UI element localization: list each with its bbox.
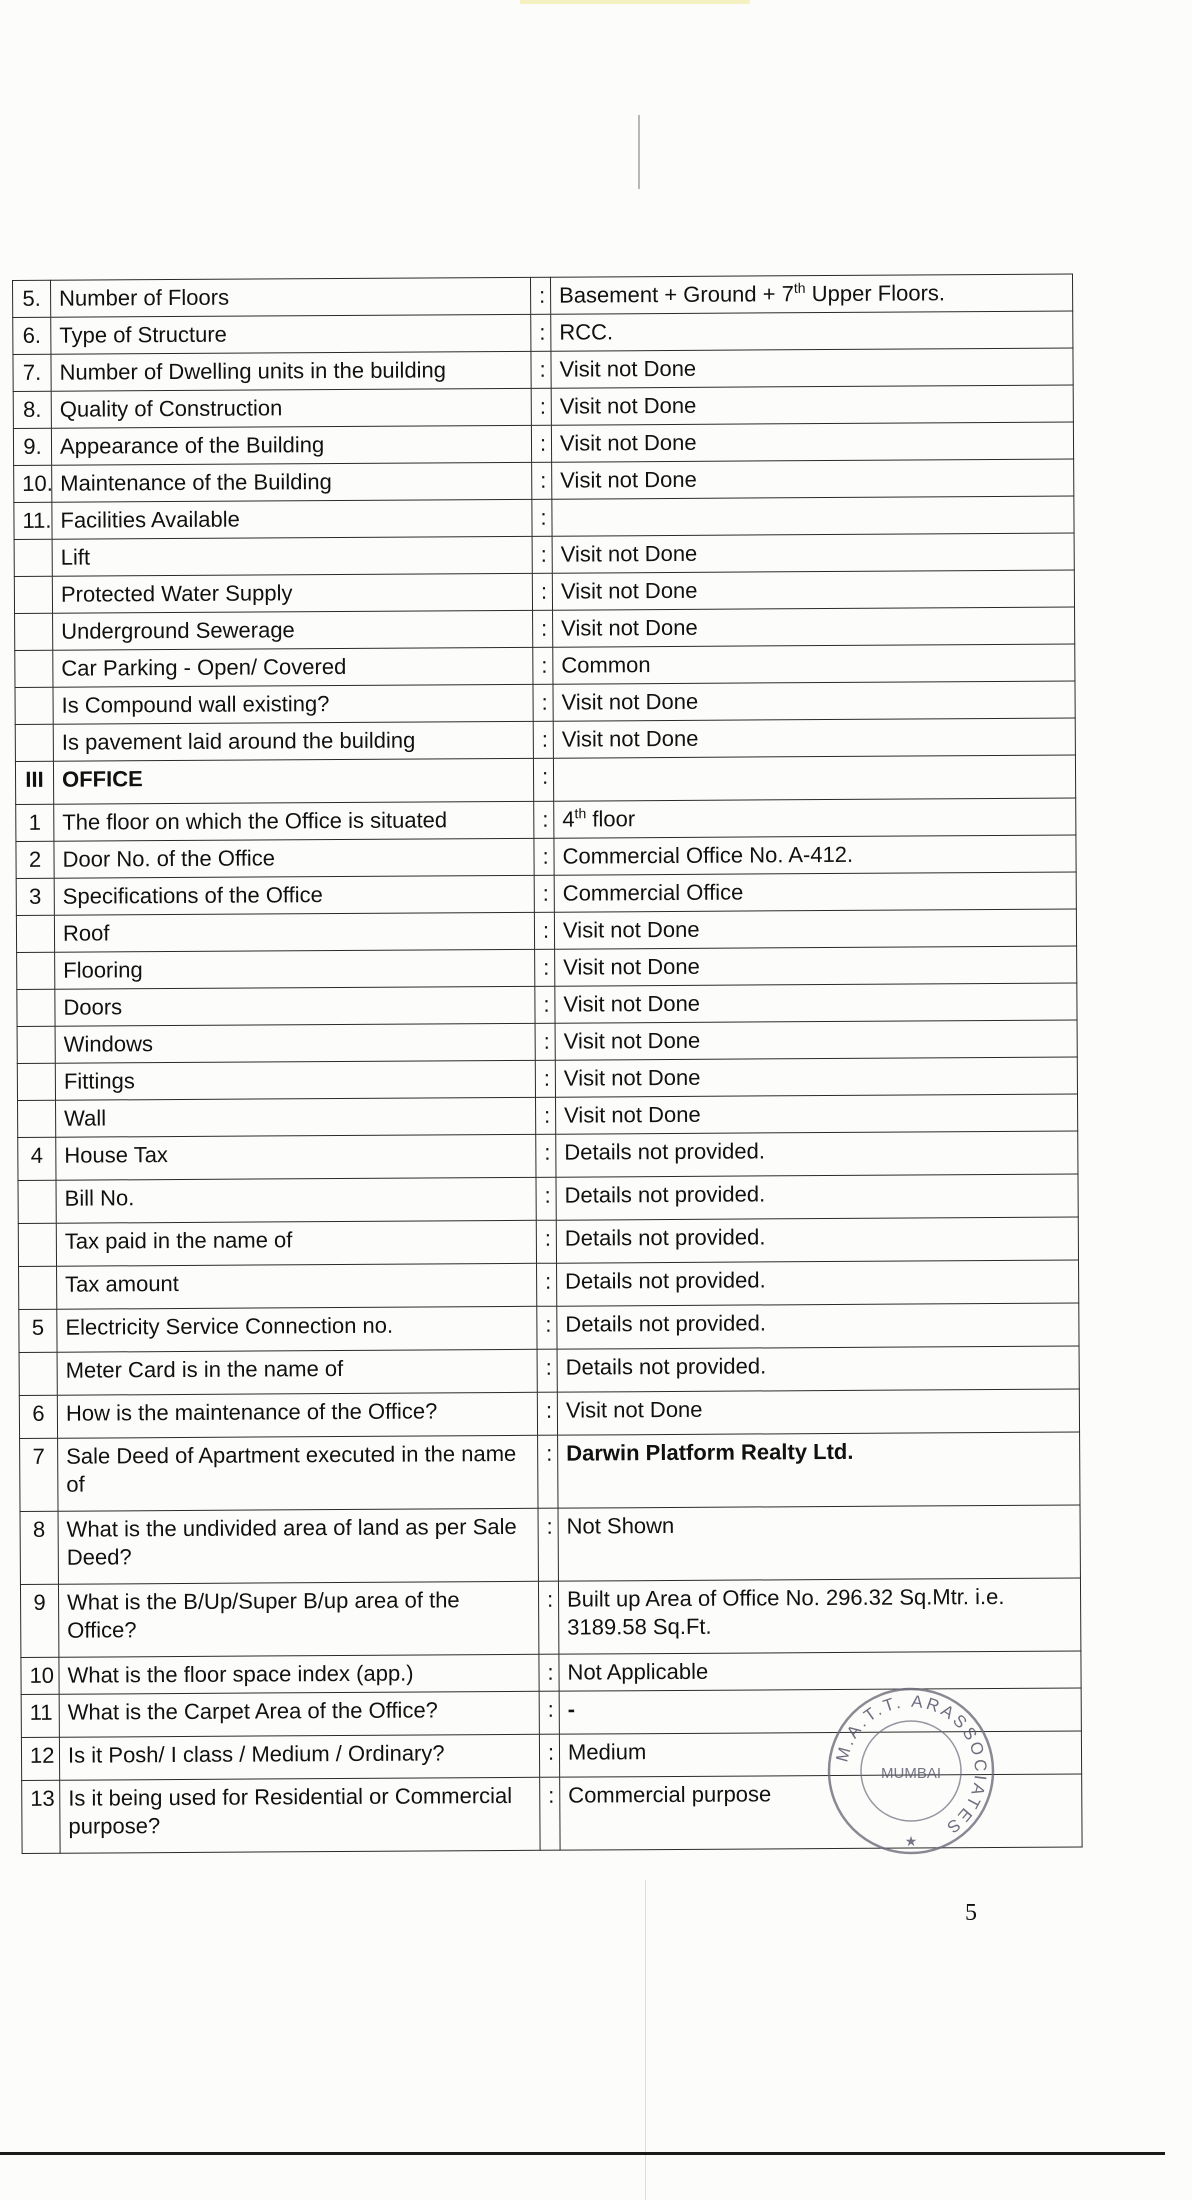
row-colon: : xyxy=(537,1392,557,1435)
row-number: 9 xyxy=(20,1584,58,1657)
row-value: Built up Area of Office No. 296.32 Sq.Mtr. i.e. 3189.58 Sq.Ft. xyxy=(558,1578,1080,1654)
row-value: Visit not Done xyxy=(555,946,1077,986)
row-label: Flooring xyxy=(55,949,535,989)
row-label: Wall xyxy=(56,1097,536,1137)
row-value: Common xyxy=(553,644,1075,684)
row-label: Fittings xyxy=(55,1060,535,1100)
row-number: 7 xyxy=(20,1438,58,1511)
row-colon: : xyxy=(539,1654,559,1691)
row-number xyxy=(16,915,54,952)
row-label: Bill No. xyxy=(56,1177,536,1223)
section-header-row xyxy=(15,755,1075,804)
row-number xyxy=(17,952,55,989)
row-value: Visit not Done xyxy=(552,459,1074,499)
table-row xyxy=(15,718,1075,761)
row-label: Is Compound wall existing? xyxy=(53,684,533,724)
row-number: 8. xyxy=(13,391,51,428)
row-colon: : xyxy=(531,425,551,462)
company-seal-stamp xyxy=(826,1686,996,1856)
row-colon: : xyxy=(533,721,553,758)
table-row xyxy=(16,872,1076,915)
row-value: Basement + Ground + 7th Upper Floors. xyxy=(550,274,1072,314)
table-row xyxy=(14,533,1074,576)
row-label: Meter Card is in the name of xyxy=(57,1349,537,1395)
table-row xyxy=(18,1094,1078,1137)
table-row xyxy=(16,835,1076,878)
row-number: 4 xyxy=(18,1137,56,1180)
row-value: Commercial purpose xyxy=(560,1774,1082,1850)
row-label: Windows xyxy=(55,1023,535,1063)
table-row xyxy=(17,946,1077,989)
row-value: Not Shown xyxy=(558,1505,1080,1581)
row-colon: : xyxy=(530,277,550,314)
table-row xyxy=(18,1131,1078,1180)
row-value: Visit not Done xyxy=(553,681,1075,721)
row-value: Visit not Done xyxy=(556,1094,1078,1134)
row-label: Lift xyxy=(52,536,532,576)
row-label: Number of Dwelling units in the building xyxy=(51,351,531,391)
table-row xyxy=(19,1346,1079,1395)
row-number: 13 xyxy=(22,1780,60,1853)
table-row xyxy=(19,1389,1079,1438)
row-value: Visit not Done xyxy=(552,533,1074,573)
table-row xyxy=(17,1057,1077,1100)
row-label: Is it Posh/ I class / Medium / Ordinary? xyxy=(59,1734,539,1780)
row-colon: : xyxy=(531,351,551,388)
row-colon: : xyxy=(534,912,554,949)
row-value: - xyxy=(559,1688,1081,1734)
row-colon: : xyxy=(533,684,553,721)
row-number: 6 xyxy=(19,1395,57,1438)
row-label: Doors xyxy=(55,986,535,1026)
row-label: Roof xyxy=(54,912,534,952)
row-value: Visit not Done xyxy=(552,570,1074,610)
table-row xyxy=(20,1578,1080,1657)
row-value: Visit not Done xyxy=(555,1057,1077,1097)
row-colon: : xyxy=(535,1023,555,1060)
row-number xyxy=(18,1223,56,1266)
row-label: Facilities Available xyxy=(52,499,532,539)
row-colon: : xyxy=(535,986,555,1023)
row-colon: : xyxy=(539,1691,559,1734)
row-number: 9. xyxy=(13,428,51,465)
row-colon: : xyxy=(534,875,554,912)
row-label: Sale Deed of Apartment executed in the name of xyxy=(58,1435,538,1511)
row-colon: : xyxy=(531,388,551,425)
row-number xyxy=(15,687,53,724)
row-value: 4th floor xyxy=(554,798,1076,838)
table-row xyxy=(14,496,1074,539)
row-label: The floor on which the Office is situated xyxy=(54,801,534,841)
row-value: Details not provided. xyxy=(556,1217,1078,1263)
table-row xyxy=(20,1432,1080,1511)
section-title: OFFICE xyxy=(53,758,533,804)
table-row xyxy=(13,348,1073,391)
row-number xyxy=(19,1352,57,1395)
row-number xyxy=(18,1100,56,1137)
table-row xyxy=(17,983,1077,1026)
row-value: Details not provided. xyxy=(556,1174,1078,1220)
row-colon: : xyxy=(536,1177,556,1220)
row-number: 5. xyxy=(13,280,51,317)
row-value xyxy=(553,755,1075,801)
row-number xyxy=(15,724,53,761)
row-number: 8 xyxy=(20,1511,58,1584)
property-details-table xyxy=(12,274,1083,1854)
row-label: What is the B/Up/Super B/up area of the Office? xyxy=(58,1581,538,1657)
table-row xyxy=(13,385,1073,428)
row-colon: : xyxy=(532,573,552,610)
row-number xyxy=(17,989,55,1026)
row-label: Is pavement laid around the building xyxy=(53,721,533,761)
row-value: Visit not Done xyxy=(557,1389,1079,1435)
row-value: Visit not Done xyxy=(551,422,1073,462)
row-number: 11. xyxy=(14,502,52,539)
row-number xyxy=(14,576,52,613)
highlight-mark xyxy=(520,0,750,4)
stamp-ring-text: M.A.T.T. ARASSOCIATES xyxy=(832,1691,991,1839)
row-value: Commercial Office No. A-412. xyxy=(554,835,1076,875)
row-label: What is the floor space index (app.) xyxy=(59,1654,539,1694)
table-row xyxy=(18,1174,1078,1223)
table-row xyxy=(17,1020,1077,1063)
row-colon: : xyxy=(534,838,554,875)
row-number: 10. xyxy=(14,465,52,502)
table-row xyxy=(16,909,1076,952)
row-colon: : xyxy=(533,610,553,647)
row-number xyxy=(15,650,53,687)
row-label: Type of Structure xyxy=(51,314,531,354)
row-colon: : xyxy=(536,1134,556,1177)
row-value: Visit not Done xyxy=(551,348,1073,388)
row-label: Appearance of the Building xyxy=(51,425,531,465)
row-colon: : xyxy=(532,499,552,536)
row-number: 10 xyxy=(21,1657,59,1694)
row-value: Commercial Office xyxy=(554,872,1076,912)
row-colon: : xyxy=(536,1220,556,1263)
row-colon: : xyxy=(532,462,552,499)
row-value: RCC. xyxy=(551,311,1073,351)
row-colon: : xyxy=(535,1060,555,1097)
row-number xyxy=(14,539,52,576)
table-row xyxy=(13,311,1073,354)
row-label: House Tax xyxy=(56,1134,536,1180)
row-number xyxy=(19,1266,57,1309)
row-number xyxy=(15,613,53,650)
row-label: How is the maintenance of the Office? xyxy=(57,1392,537,1438)
row-colon: : xyxy=(537,1349,557,1392)
row-number: 3 xyxy=(16,878,54,915)
row-value: Visit not Done xyxy=(553,718,1075,758)
row-value: Details not provided. xyxy=(556,1131,1078,1177)
row-value: Details not provided. xyxy=(557,1346,1079,1392)
row-colon: : xyxy=(535,949,555,986)
page-number: 5 xyxy=(965,1900,977,1926)
row-value: Visit not Done xyxy=(554,909,1076,949)
row-value: Not Applicable xyxy=(559,1651,1081,1691)
table-row xyxy=(15,644,1075,687)
row-label: Door No. of the Office xyxy=(54,838,534,878)
row-label: What is the undivided area of land as per Sale Deed? xyxy=(58,1508,538,1584)
row-value xyxy=(552,496,1074,536)
row-number: 2 xyxy=(16,841,54,878)
section-number: III xyxy=(15,761,53,804)
row-number xyxy=(17,1026,55,1063)
row-label: Tax amount xyxy=(57,1263,537,1309)
row-label: Is it being used for Residential or Commercial purpose? xyxy=(60,1777,540,1853)
row-colon: : xyxy=(538,1435,558,1508)
row-value: Visit not Done xyxy=(555,983,1077,1023)
table-row xyxy=(14,459,1074,502)
row-colon: : xyxy=(539,1734,559,1777)
table-row xyxy=(18,1217,1078,1266)
row-label: Car Parking - Open/ Covered xyxy=(53,647,533,687)
row-number: 6. xyxy=(13,317,51,354)
table-row xyxy=(13,274,1073,317)
row-label: Specifications of the Office xyxy=(54,875,534,915)
row-colon: : xyxy=(537,1263,557,1306)
row-label: What is the Carpet Area of the Office? xyxy=(59,1691,539,1737)
row-number: 7. xyxy=(13,354,51,391)
row-value: Visit not Done xyxy=(553,607,1075,647)
row-value: Visit not Done xyxy=(551,385,1073,425)
table-row xyxy=(15,681,1075,724)
row-colon: : xyxy=(538,1508,558,1581)
row-colon: : xyxy=(533,647,553,684)
row-value: Visit not Done xyxy=(555,1020,1077,1060)
row-label: Electricity Service Connection no. xyxy=(57,1306,537,1352)
stamp-center-text: MUMBAI xyxy=(881,1765,941,1782)
row-number: 1 xyxy=(16,804,54,841)
row-label: Underground Sewerage xyxy=(53,610,533,650)
row-number xyxy=(17,1063,55,1100)
row-number: 5 xyxy=(19,1309,57,1352)
row-colon: : xyxy=(532,536,552,573)
row-label: Maintenance of the Building xyxy=(52,462,532,502)
table-row xyxy=(14,570,1074,613)
bottom-rule xyxy=(0,2152,1165,2155)
table-row xyxy=(19,1303,1079,1352)
row-number xyxy=(18,1180,56,1223)
row-colon: : xyxy=(536,1097,556,1134)
row-value: Darwin Platform Realty Ltd. xyxy=(558,1432,1080,1508)
star-icon: ★ xyxy=(904,1833,918,1849)
row-colon: : xyxy=(537,1306,557,1349)
table-row xyxy=(19,1260,1079,1309)
row-label: Number of Floors xyxy=(51,277,531,317)
row-label: Protected Water Supply xyxy=(52,573,532,613)
row-label: Tax paid in the name of xyxy=(56,1220,536,1266)
row-label: Quality of Construction xyxy=(51,388,531,428)
table-row xyxy=(13,422,1073,465)
row-value: Medium xyxy=(559,1731,1081,1777)
row-colon: : xyxy=(531,314,551,351)
row-number: 11 xyxy=(21,1694,59,1737)
row-colon: : xyxy=(538,1581,558,1654)
table-row xyxy=(15,607,1075,650)
table-row xyxy=(20,1505,1080,1584)
row-colon: : xyxy=(540,1777,560,1850)
table-row xyxy=(16,798,1076,841)
row-colon: : xyxy=(534,801,554,838)
row-value: Details not provided. xyxy=(557,1260,1079,1306)
row-number: 12 xyxy=(21,1737,59,1780)
row-value: Details not provided. xyxy=(557,1303,1079,1349)
row-colon: : xyxy=(533,758,553,801)
scan-line xyxy=(638,115,640,189)
